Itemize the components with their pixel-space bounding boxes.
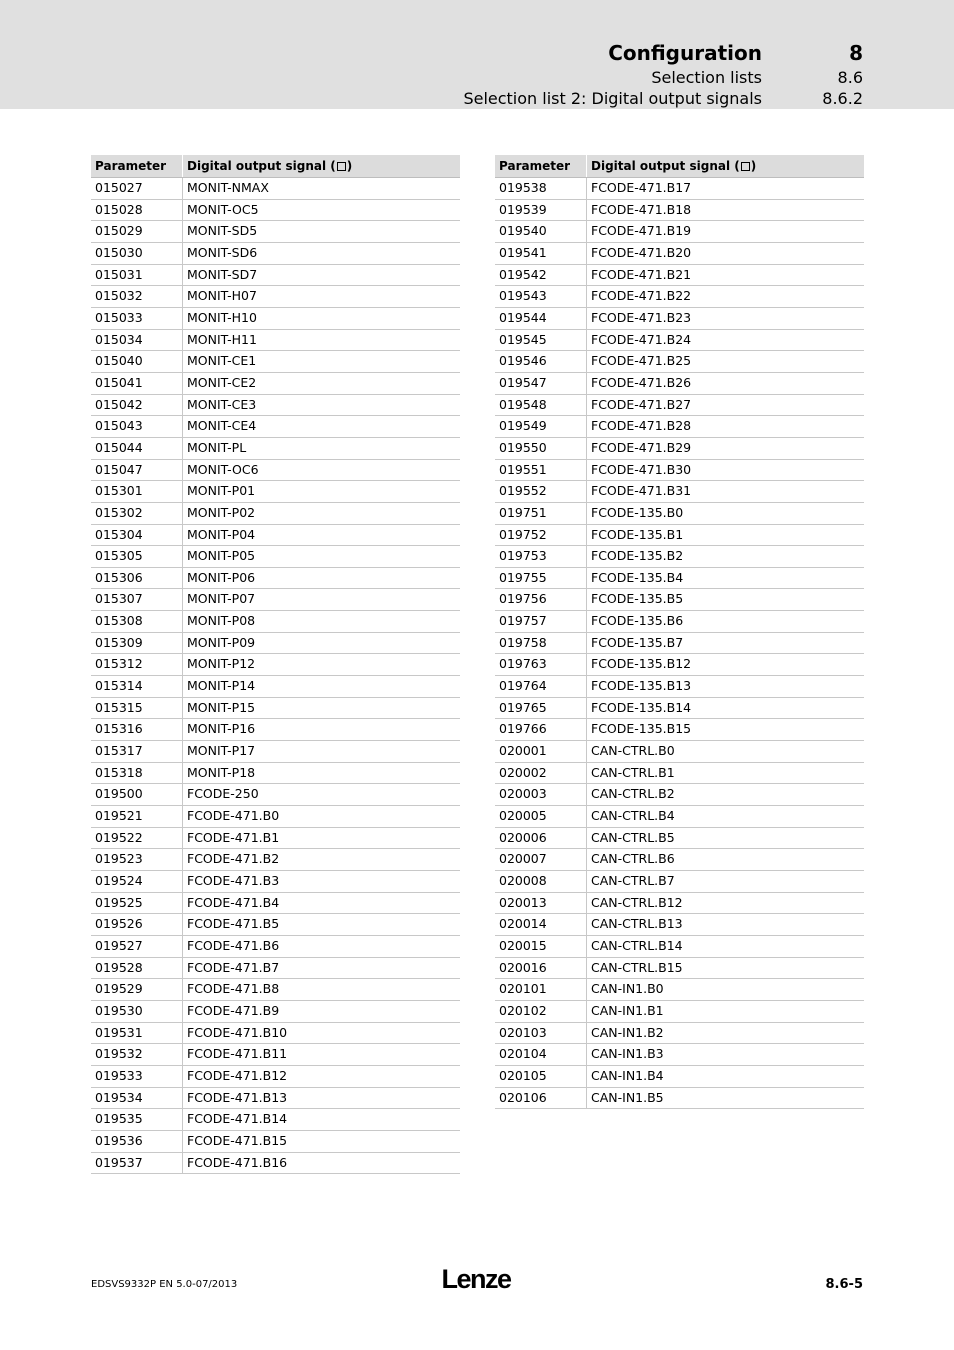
table-row	[495, 1001, 864, 1023]
parameter-cell: 019536	[91, 1131, 183, 1152]
table-row	[91, 395, 460, 417]
parameter-cell: 019548	[495, 395, 587, 416]
parameter-cell: 015301	[91, 481, 183, 502]
signal-table-left	[91, 155, 460, 1174]
parameter-cell: 015031	[91, 265, 183, 286]
parameter-cell: 015028	[91, 200, 183, 221]
parameter-cell: 019751	[495, 503, 587, 524]
parameter-cell: 019539	[495, 200, 587, 221]
signal-cell: MONIT-P01	[187, 483, 256, 499]
table-row	[91, 286, 460, 308]
signal-cell: MONIT-SD5	[187, 223, 258, 239]
table-row	[495, 503, 864, 525]
table-row	[495, 1088, 864, 1110]
table-row	[495, 265, 864, 287]
signal-cell: FCODE-471.B15	[187, 1132, 288, 1148]
parameter-cell: 019551	[495, 460, 587, 481]
parameter-cell: 019752	[495, 525, 587, 546]
signal-cell: CAN-CTRL.B4	[591, 808, 675, 824]
table-row	[495, 395, 864, 417]
signal-cell: FCODE-471.B6	[187, 937, 280, 953]
table-row	[495, 568, 864, 590]
table-row	[91, 1131, 460, 1153]
table-row	[91, 200, 460, 222]
signal-cell: MONIT-OC6	[187, 461, 259, 477]
signal-cell: MONIT-P15	[187, 699, 256, 715]
parameter-cell: 020106	[495, 1088, 587, 1109]
table-row	[495, 1044, 864, 1066]
section-number: 8.6	[837, 68, 863, 87]
table-row	[91, 1153, 460, 1175]
parameter-cell: 015034	[91, 330, 183, 351]
signal-cell: FCODE-135.B12	[591, 656, 692, 672]
table-row	[91, 589, 460, 611]
signal-cell: FCODE-135.B5	[591, 591, 684, 607]
subsection-title: Selection list 2: Digital output signals	[463, 89, 762, 108]
parameter-cell: 020001	[495, 741, 587, 762]
parameter-cell: 019530	[91, 1001, 183, 1022]
parameter-cell: 015044	[91, 438, 183, 459]
parameter-cell: 019533	[91, 1066, 183, 1087]
table-row	[91, 438, 460, 460]
signal-cell: MONIT-P16	[187, 721, 256, 737]
table-row	[495, 698, 864, 720]
table-row	[91, 936, 460, 958]
parameter-cell: 015042	[91, 395, 183, 416]
lenze-logo	[436, 1262, 516, 1294]
table-row	[495, 849, 864, 871]
table-row	[91, 893, 460, 915]
signal-cell: FCODE-471.B14	[187, 1111, 288, 1127]
signal-cell: MONIT-P17	[187, 743, 256, 759]
parameter-cell: 019545	[495, 330, 587, 351]
signal-cell: MONIT-P14	[187, 678, 256, 694]
table-row	[91, 568, 460, 590]
signal-cell: CAN-IN1.B2	[591, 1024, 664, 1040]
table-row	[91, 698, 460, 720]
parameter-cell: 019500	[91, 784, 183, 805]
table-row	[91, 460, 460, 482]
table-row	[91, 611, 460, 633]
parameter-cell: 020016	[495, 958, 587, 979]
parameter-cell: 015033	[91, 308, 183, 329]
parameter-cell: 019527	[91, 936, 183, 957]
column-header-signal: Digital output signal ( )	[591, 159, 757, 173]
parameter-cell: 015027	[91, 178, 183, 199]
signal-cell: FCODE-471.B3	[187, 873, 280, 888]
parameter-cell: 019523	[91, 849, 183, 870]
parameter-cell: 019544	[495, 308, 587, 329]
parameter-cell: 020101	[495, 979, 587, 1000]
signal-cell: CAN-CTRL.B6	[591, 851, 675, 867]
table-row	[91, 1088, 460, 1110]
signal-cell: MONIT-CE1	[187, 353, 257, 369]
parameter-cell: 019765	[495, 698, 587, 719]
table-row	[91, 221, 460, 243]
table-row	[495, 654, 864, 676]
table-row	[495, 286, 864, 308]
signal-cell: CAN-CTRL.B1	[591, 764, 675, 780]
table-row	[91, 741, 460, 763]
table-row	[495, 243, 864, 265]
table-row	[91, 1109, 460, 1131]
table-row	[91, 1066, 460, 1088]
signal-cell: MONIT-P18	[187, 764, 256, 780]
parameter-cell: 015306	[91, 568, 183, 589]
signal-cell: FCODE-471.B21	[591, 266, 692, 282]
table-row	[495, 914, 864, 936]
signal-cell: FCODE-471.B11	[187, 1046, 288, 1062]
parameter-cell: 019529	[91, 979, 183, 1000]
parameter-cell: 019524	[91, 871, 183, 892]
parameter-cell: 019538	[495, 178, 587, 199]
signal-cell: FCODE-471.B19	[591, 223, 692, 239]
parameter-cell: 020105	[495, 1066, 587, 1087]
parameter-cell: 019550	[495, 438, 587, 459]
parameter-cell: 015304	[91, 525, 183, 546]
parameter-cell: 015041	[91, 373, 183, 394]
column-header-parameter: Parameter	[495, 155, 587, 177]
parameter-cell: 015032	[91, 286, 183, 307]
parameter-cell: 019757	[495, 611, 587, 632]
signal-table-right	[495, 155, 864, 1109]
table-row	[91, 633, 460, 655]
signal-cell: FCODE-471.B17	[591, 180, 692, 195]
parameter-cell: 015030	[91, 243, 183, 264]
signal-cell: MONIT-P05	[187, 548, 256, 564]
table-row	[91, 373, 460, 395]
signal-cell: MONIT-H11	[187, 331, 257, 347]
parameter-cell: 020002	[495, 763, 587, 784]
table-row	[91, 763, 460, 785]
table-row	[91, 525, 460, 547]
signal-cell: CAN-CTRL.B12	[591, 894, 683, 910]
signal-cell: CAN-CTRL.B0	[591, 743, 675, 759]
table-row	[91, 676, 460, 698]
table-row	[495, 1066, 864, 1088]
signal-cell: FCODE-471.B20	[591, 244, 692, 260]
checkbox-symbol-icon	[337, 162, 346, 171]
parameter-cell: 015305	[91, 546, 183, 567]
table-row	[495, 525, 864, 547]
parameter-cell: 020006	[495, 828, 587, 849]
table-row	[495, 871, 864, 893]
signal-cell: CAN-CTRL.B13	[591, 916, 683, 932]
section-title: Selection lists	[651, 68, 762, 87]
signal-cell: MONIT-P12	[187, 656, 256, 672]
chapter-title: Configuration	[608, 41, 762, 65]
subsection-number: 8.6.2	[822, 89, 863, 108]
parameter-cell: 019528	[91, 958, 183, 979]
table-row	[91, 871, 460, 893]
chapter-number: 8	[849, 41, 863, 65]
signal-cell: MONIT-H10	[187, 309, 257, 325]
parameter-cell: 015043	[91, 416, 183, 437]
signal-cell: FCODE-471.B8	[187, 981, 280, 997]
table-row	[91, 958, 460, 980]
parameter-cell: 019764	[495, 676, 587, 697]
signal-cell: FCODE-135.B6	[591, 613, 684, 629]
parameter-cell: 019535	[91, 1109, 183, 1130]
table-row	[91, 979, 460, 1001]
table-row	[495, 546, 864, 568]
table-row	[91, 546, 460, 568]
parameter-cell: 015318	[91, 763, 183, 784]
page-header	[0, 0, 954, 109]
parameter-cell: 019552	[495, 481, 587, 502]
table-row	[91, 1023, 460, 1045]
table-row	[91, 1044, 460, 1066]
signal-cell: MONIT-P04	[187, 526, 256, 542]
parameter-cell: 015316	[91, 719, 183, 740]
signal-cell: CAN-IN1.B0	[591, 981, 664, 997]
parameter-cell: 019753	[495, 546, 587, 567]
signal-cell: MONIT-P06	[187, 569, 256, 585]
signal-cell: FCODE-471.B16	[187, 1154, 288, 1170]
signal-cell: FCODE-135.B2	[591, 548, 684, 564]
table-row	[91, 654, 460, 676]
table-row	[495, 481, 864, 503]
table-row	[495, 460, 864, 482]
table-row	[495, 633, 864, 655]
signal-cell: MONIT-SD7	[187, 266, 258, 282]
table-row	[91, 265, 460, 287]
column-header-signal: Digital output signal ( )	[187, 159, 353, 173]
signal-cell: MONIT-P08	[187, 613, 256, 629]
parameter-cell: 019521	[91, 806, 183, 827]
signal-cell: FCODE-471.B13	[187, 1089, 288, 1105]
parameter-cell: 019531	[91, 1023, 183, 1044]
signal-cell: FCODE-471.B18	[591, 201, 692, 217]
table-row	[91, 784, 460, 806]
parameter-cell: 020013	[495, 893, 587, 914]
table-row	[495, 806, 864, 828]
signal-cell: CAN-IN1.B5	[591, 1089, 664, 1105]
table-row	[495, 351, 864, 373]
table-row	[91, 719, 460, 741]
signal-cell: FCODE-471.B1	[187, 829, 280, 845]
table-row	[91, 308, 460, 330]
parameter-cell: 019540	[495, 221, 587, 242]
table-row	[91, 330, 460, 352]
table-row	[495, 1023, 864, 1045]
parameter-cell: 015302	[91, 503, 183, 524]
parameter-cell: 019542	[495, 265, 587, 286]
document-id: EDSVS9332P EN 5.0-07/2013	[91, 1279, 238, 1290]
signal-cell: FCODE-135.B0	[591, 504, 684, 520]
signal-cell: FCODE-471.B28	[591, 418, 692, 434]
parameter-cell: 015317	[91, 741, 183, 762]
signal-cell: MONIT-P09	[187, 634, 256, 650]
signal-cell: FCODE-471.B0	[187, 808, 280, 824]
table-row	[495, 676, 864, 698]
parameter-cell: 019755	[495, 568, 587, 589]
parameter-cell: 019546	[495, 351, 587, 372]
signal-cell: FCODE-135.B14	[591, 699, 692, 715]
signal-cell: FCODE-471.B26	[591, 374, 692, 390]
signal-cell: FCODE-135.B15	[591, 721, 692, 737]
signal-cell: MONIT-NMAX	[187, 180, 269, 195]
signal-cell: FCODE-135.B1	[591, 526, 684, 542]
table-row	[495, 936, 864, 958]
table-body-right	[495, 178, 864, 1109]
signal-cell: FCODE-471.B29	[591, 439, 692, 455]
parameter-cell: 019541	[495, 243, 587, 264]
signal-cell: FCODE-471.B4	[187, 894, 280, 910]
signal-cell: FCODE-471.B23	[591, 309, 692, 325]
parameter-cell: 020102	[495, 1001, 587, 1022]
signal-cell: FCODE-471.B10	[187, 1024, 288, 1040]
parameter-cell: 020014	[495, 914, 587, 935]
parameter-cell: 015314	[91, 676, 183, 697]
signal-cell: FCODE-471.B25	[591, 353, 692, 369]
table-row	[495, 589, 864, 611]
table-row	[495, 330, 864, 352]
table-row	[91, 481, 460, 503]
table-row	[495, 221, 864, 243]
signal-cell: MONIT-PL	[187, 439, 247, 455]
table-row	[91, 849, 460, 871]
table-row	[91, 1001, 460, 1023]
table-row	[495, 741, 864, 763]
table-row	[91, 914, 460, 936]
table-row	[495, 611, 864, 633]
signal-cell: MONIT-CE4	[187, 418, 257, 434]
table-header	[495, 155, 864, 178]
signal-cell: FCODE-471.B12	[187, 1067, 288, 1083]
parameter-cell: 020007	[495, 849, 587, 870]
signal-cell: FCODE-471.B24	[591, 331, 692, 347]
signal-cell: FCODE-471.B22	[591, 288, 692, 304]
signal-cell: CAN-CTRL.B15	[591, 959, 683, 975]
parameter-cell: 019766	[495, 719, 587, 740]
signal-cell: MONIT-SD6	[187, 244, 258, 260]
parameter-cell: 020008	[495, 871, 587, 892]
table-row	[495, 719, 864, 741]
signal-cell: FCODE-471.B9	[187, 1002, 280, 1018]
parameter-cell: 015312	[91, 654, 183, 675]
table-row	[495, 416, 864, 438]
signal-cell: FCODE-135.B4	[591, 569, 684, 585]
signal-cell: CAN-CTRL.B5	[591, 829, 675, 845]
svg-text:Lenze: Lenze	[441, 1264, 511, 1294]
table-row	[495, 784, 864, 806]
parameter-cell: 019532	[91, 1044, 183, 1065]
table-row	[495, 828, 864, 850]
parameter-cell: 020015	[495, 936, 587, 957]
parameter-cell: 019526	[91, 914, 183, 935]
table-body-left	[91, 178, 460, 1174]
table-row	[91, 416, 460, 438]
signal-cell: FCODE-135.B7	[591, 634, 684, 650]
signal-cell: MONIT-CE3	[187, 396, 257, 412]
signal-cell: FCODE-471.B2	[187, 851, 280, 867]
signal-cell: CAN-CTRL.B14	[591, 937, 683, 953]
parameter-cell: 019543	[495, 286, 587, 307]
signal-cell: MONIT-H07	[187, 288, 257, 304]
table-row	[495, 373, 864, 395]
parameter-cell: 015040	[91, 351, 183, 372]
parameter-cell: 020005	[495, 806, 587, 827]
parameter-cell: 015047	[91, 460, 183, 481]
signal-cell: FCODE-135.B13	[591, 678, 692, 694]
table-row	[91, 243, 460, 265]
table-row	[91, 503, 460, 525]
parameter-cell: 015315	[91, 698, 183, 719]
signal-cell: MONIT-P07	[187, 591, 256, 607]
table-row	[91, 806, 460, 828]
signal-cell: FCODE-250	[187, 786, 259, 802]
parameter-cell: 015309	[91, 633, 183, 654]
signal-cell: FCODE-471.B31	[591, 483, 692, 499]
table-row	[495, 958, 864, 980]
parameter-cell: 015029	[91, 221, 183, 242]
signal-cell: MONIT-P02	[187, 504, 256, 520]
parameter-cell: 019758	[495, 633, 587, 654]
signal-cell: CAN-IN1.B3	[591, 1046, 664, 1062]
parameter-cell: 015308	[91, 611, 183, 632]
parameter-cell: 019549	[495, 416, 587, 437]
signal-cell: MONIT-OC5	[187, 201, 259, 217]
parameter-cell: 019522	[91, 828, 183, 849]
table-row	[91, 828, 460, 850]
column-header-parameter: Parameter	[91, 155, 183, 177]
signal-cell: FCODE-471.B30	[591, 461, 692, 477]
parameter-cell: 019763	[495, 654, 587, 675]
parameter-cell: 019534	[91, 1088, 183, 1109]
table-row	[495, 178, 864, 200]
signal-cell: CAN-IN1.B4	[591, 1067, 664, 1083]
table-row	[495, 200, 864, 222]
parameter-cell: 019547	[495, 373, 587, 394]
table-row	[91, 351, 460, 373]
table-row	[91, 178, 460, 200]
signal-cell: MONIT-CE2	[187, 374, 257, 390]
signal-cell: FCODE-471.B27	[591, 396, 692, 412]
signal-cell: CAN-IN1.B1	[591, 1002, 664, 1018]
signal-cell: FCODE-471.B5	[187, 916, 280, 932]
parameter-cell: 019537	[91, 1153, 183, 1174]
checkbox-symbol-icon	[741, 162, 750, 171]
parameter-cell: 019756	[495, 589, 587, 610]
parameter-cell: 019525	[91, 893, 183, 914]
table-row	[495, 438, 864, 460]
table-header	[91, 155, 460, 178]
signal-cell: FCODE-471.B7	[187, 959, 280, 975]
table-row	[495, 763, 864, 785]
page-number: 8.6-5	[825, 1277, 863, 1292]
signal-cell: CAN-CTRL.B7	[591, 873, 675, 888]
table-row	[495, 893, 864, 915]
parameter-cell: 020003	[495, 784, 587, 805]
table-row	[495, 308, 864, 330]
parameter-cell: 020104	[495, 1044, 587, 1065]
signal-cell: CAN-CTRL.B2	[591, 786, 675, 802]
parameter-cell: 020103	[495, 1023, 587, 1044]
table-row	[495, 979, 864, 1001]
parameter-cell: 015307	[91, 589, 183, 610]
